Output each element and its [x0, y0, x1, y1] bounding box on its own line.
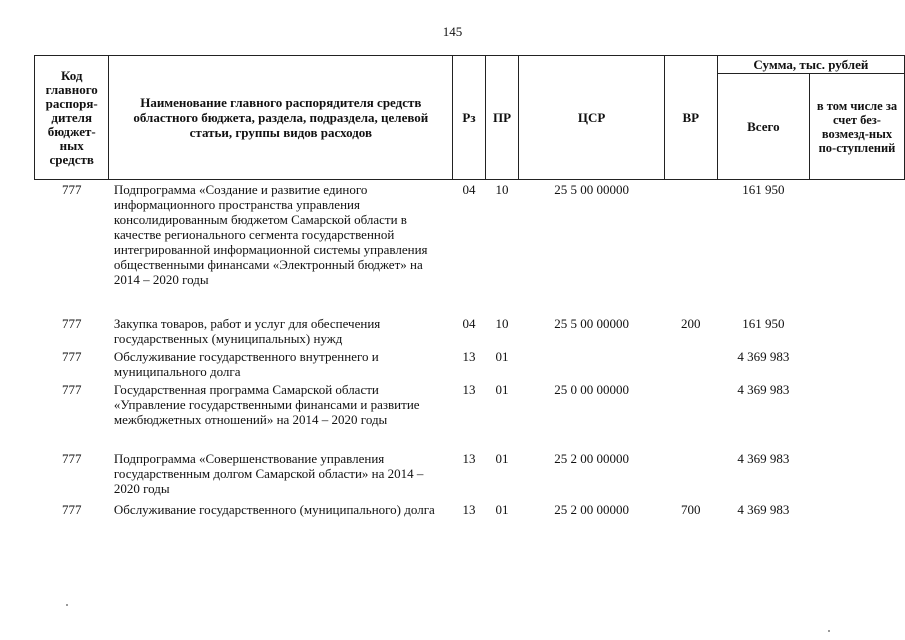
table-body [35, 180, 905, 536]
cell-code: 777 [61, 182, 82, 197]
cell-rz: 04 [462, 182, 476, 197]
table-row [35, 316, 905, 349]
header-rz: Рз [453, 56, 486, 180]
cell-pr: 01 [495, 450, 509, 466]
cell-code: 777 [61, 381, 82, 397]
table-row [35, 502, 905, 536]
cell-rz: 13 [462, 381, 476, 397]
header-name: Наименование главного распорядителя средств областного бюджета, раздела, подраздела, целевой статьи, группы видов расходов [109, 56, 453, 180]
cell-csr [519, 349, 664, 382]
cell-code: 777 [61, 315, 82, 331]
cell-name: Обслуживание государственного внутреннего и муниципального долга [113, 348, 379, 379]
cell-code: 777 [61, 348, 82, 364]
cell-free [809, 316, 904, 349]
cell-rz: 13 [462, 450, 476, 466]
header-sum: Сумма, тыс. рублей [717, 56, 904, 74]
cell-csr: 25 0 00 00000 [554, 381, 629, 397]
cell-total: 4 369 983 [737, 501, 790, 517]
table-row [35, 382, 905, 451]
cell-name: Закупка товаров, работ и услуг для обеспечения государственных (муниципальных) нужд [113, 315, 381, 346]
cell-pr: 01 [495, 348, 509, 364]
cell-csr: 25 5 00 00000 [554, 182, 629, 197]
cell-name: Государственная программа Самарской области «Управление государственными финансами и развитие межбюджетных отношений» на 2014 – 2020 годы [113, 381, 420, 427]
scan-speck [66, 604, 68, 606]
header-total: Всего [717, 74, 809, 180]
cell-name: Обслуживание государственного (муниципального) долга [113, 501, 435, 517]
cell-pr: 10 [495, 315, 509, 331]
cell-code: 777 [61, 501, 82, 517]
cell-rz: 13 [462, 501, 476, 517]
cell-code: 777 [61, 450, 82, 466]
cell-total: 161 950 [742, 315, 785, 331]
scan-speck [828, 630, 830, 632]
table-header [35, 56, 905, 180]
cell-csr: 25 2 00 00000 [554, 501, 629, 517]
cell-vr [664, 451, 717, 502]
cell-pr: 01 [495, 381, 509, 397]
cell-total: 4 369 983 [737, 381, 790, 397]
header-csr: ЦСР [519, 56, 664, 180]
cell-pr: 10 [495, 182, 509, 197]
cell-pr: 01 [495, 501, 509, 517]
cell-free [809, 451, 904, 502]
cell-vr [664, 349, 717, 382]
table-row [35, 451, 905, 502]
cell-total: 4 369 983 [737, 450, 790, 466]
budget-table [34, 55, 905, 536]
table-row [35, 180, 905, 316]
header-vr: ВР [664, 56, 717, 180]
cell-name: Подпрограмма «Совершенствование управления государственным долгом Самарской области» на 2014 – 2020 годы [113, 450, 424, 496]
cell-vr [664, 382, 717, 451]
cell-total: 4 369 983 [737, 348, 790, 364]
cell-free [809, 502, 904, 536]
header-code: Код главного распоря-дителя бюджет-ных средств [35, 56, 109, 180]
table-row [35, 349, 905, 382]
cell-rz: 04 [462, 315, 476, 331]
cell-csr: 25 5 00 00000 [554, 315, 629, 331]
cell-name: Подпрограмма «Создание и развитие единого информационного пространства управления консолидированным бюджетом Самарской области в качестве регионального сегмента государственной интегрированной информационной системы управления общественными финансами «Электронный бюджет» на 2014 – 2020 годы [113, 182, 428, 287]
cell-vr: 700 [681, 501, 701, 517]
cell-vr: 200 [681, 315, 701, 331]
cell-free [809, 349, 904, 382]
header-free: в том числе за счет без-возмезд-ных по-ступлений [809, 74, 904, 180]
cell-rz: 13 [462, 348, 476, 364]
page-number: 145 [442, 24, 463, 39]
cell-free [809, 180, 904, 316]
cell-csr: 25 2 00 00000 [554, 450, 629, 466]
header-pr: ПР [485, 56, 519, 180]
cell-total: 161 950 [742, 182, 785, 197]
cell-vr [664, 180, 717, 316]
cell-free [809, 382, 904, 451]
